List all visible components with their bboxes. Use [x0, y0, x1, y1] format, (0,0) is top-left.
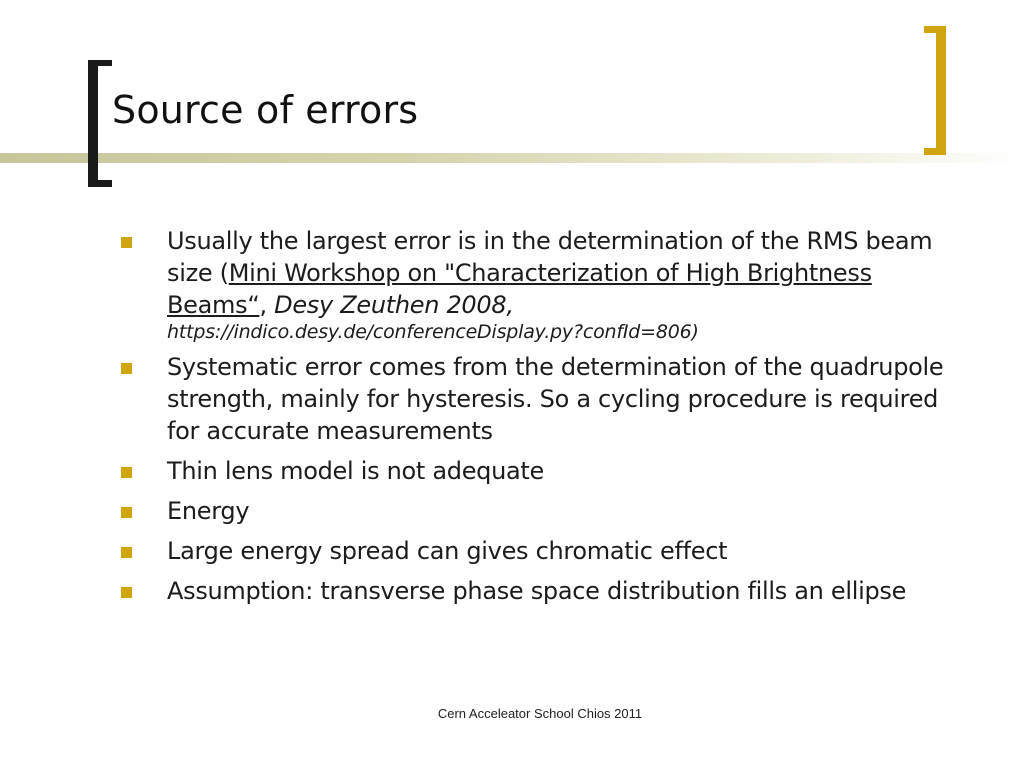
bullet-text: Assumption: transverse phase space distribution fills an ellipse — [167, 577, 907, 605]
bullet-text-intro: Usually the largest error is in the determination of the RMS beam size ( — [167, 227, 933, 287]
bullet-square-icon — [121, 507, 132, 518]
bullet-text — [167, 227, 948, 343]
bullet-square-icon — [121, 587, 132, 598]
ref-separator: , — [259, 291, 275, 319]
title-band — [0, 153, 1024, 163]
slide-title: Source of errors — [112, 88, 419, 132]
slide-footer: Cern Acceleator School Chios 2011 — [437, 706, 643, 721]
right-bracket-bar — [936, 26, 946, 155]
left-bracket-bottom — [88, 180, 112, 187]
bullet-item-thin-lens — [118, 455, 948, 487]
left-bracket-top — [88, 60, 112, 66]
bullet-item-assumption — [118, 575, 948, 607]
bullet-square-icon — [121, 363, 132, 374]
bullet-text: Energy — [167, 497, 250, 525]
ref-url: https://indico.desy.de/conferenceDisplay.py?confId=806) — [167, 321, 699, 343]
bullet-item-energy — [118, 495, 948, 527]
bullet-square-icon — [121, 467, 132, 478]
bullet-square-icon — [121, 237, 132, 248]
workshop-link[interactable]: Mini Workshop on "Characterization of High Brightness Beams“ — [167, 259, 872, 319]
bullet-square-icon — [121, 547, 132, 558]
bullet-text: Systematic error comes from the determination of the quadrupole strength, mainly for hysteresis. So a cycling procedure is required for accurate measurements — [167, 353, 944, 445]
bullet-text: Thin lens model is not adequate — [167, 457, 544, 485]
ref-source-comma: , — [506, 291, 514, 319]
ref-source: Desy Zeuthen 2008 — [274, 291, 507, 319]
bullet-text: Large energy spread can gives chromatic effect — [167, 537, 728, 565]
right-bracket-top — [924, 26, 946, 33]
bullet-item-energy-spread — [118, 535, 948, 567]
bullet-list — [118, 225, 948, 615]
bullet-item-largest-error — [118, 225, 948, 343]
right-bracket-bottom — [924, 148, 946, 155]
bullet-item-systematic-error — [118, 351, 948, 447]
left-bracket-bar — [88, 60, 98, 187]
